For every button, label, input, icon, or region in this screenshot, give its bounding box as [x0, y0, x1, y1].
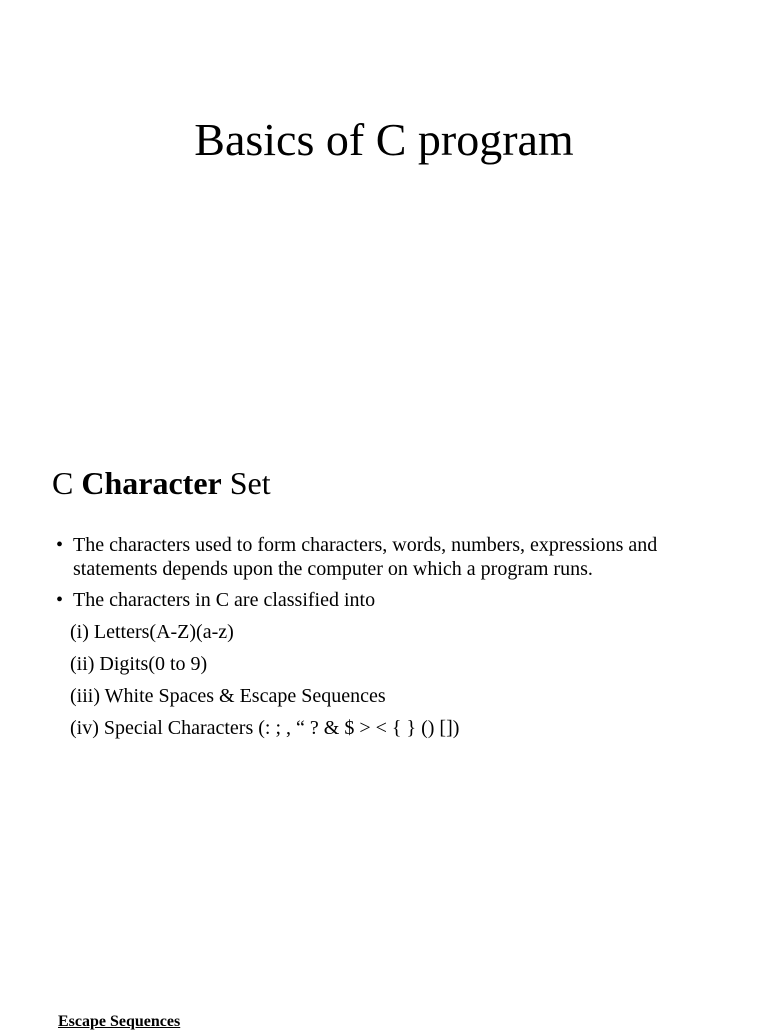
bullet-text: The characters in C are classified into — [73, 589, 376, 611]
bullet-item — [56, 533, 736, 581]
section-content — [56, 533, 736, 740]
sub-item-special-characters: (iv) Special Characters (: ; , “ ? & $ > < { } () []) — [70, 717, 460, 739]
section-heading-bold: Character — [81, 465, 222, 501]
section-heading-prefix: C — [52, 465, 82, 501]
sub-item-letters: (i) Letters(A-Z)(a-z) — [70, 621, 234, 643]
sub-item-digits: (ii) Digits(0 to 9) — [70, 653, 208, 675]
footer-heading: Escape Sequences — [58, 1013, 181, 1030]
bullet-text: The characters used to form characters, words, numbers, expressions and statements depends upon the computer on which a program runs. — [73, 534, 658, 580]
section-heading — [52, 462, 271, 504]
bullet-dot-icon: • — [56, 534, 64, 556]
bullet-dot-icon: • — [56, 589, 64, 611]
sub-item-white-spaces: (iii) White Spaces & Escape Sequences — [70, 685, 386, 707]
bullet-item — [56, 588, 736, 612]
section-heading-suffix: Set — [221, 465, 271, 501]
page-title: Basics of C program — [194, 114, 574, 165]
